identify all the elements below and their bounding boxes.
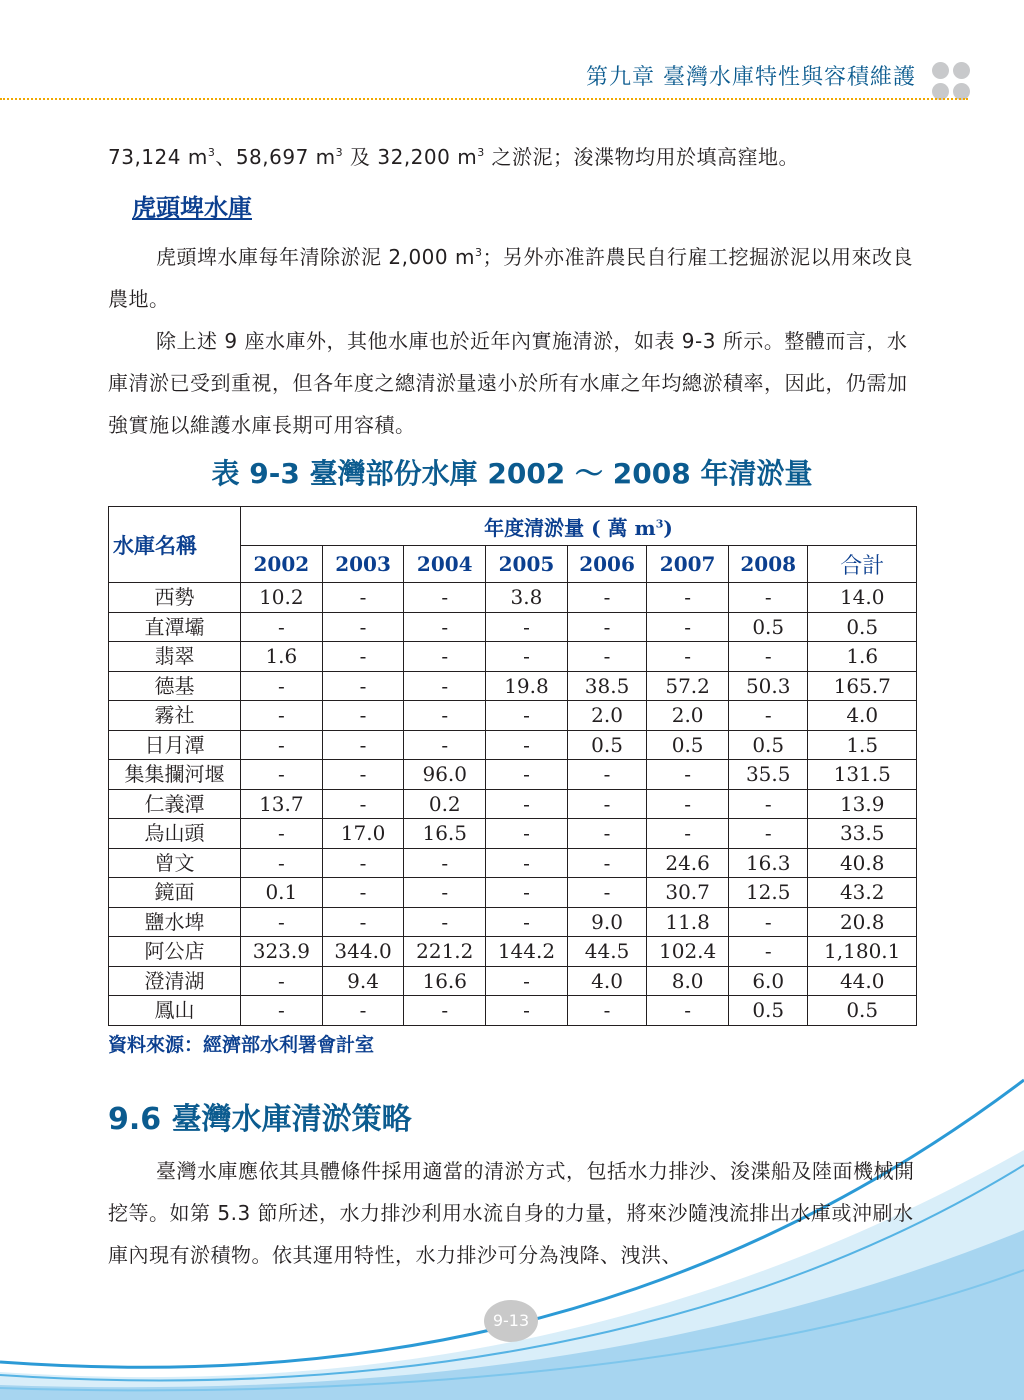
value-cell: 33.5 (808, 819, 917, 849)
value-cell: - (322, 612, 404, 642)
value-cell: 0.5 (728, 996, 807, 1026)
value-cell: - (728, 907, 807, 937)
value-cell: - (322, 671, 404, 701)
value-cell: 221.2 (404, 937, 486, 967)
value-cell: - (241, 848, 323, 878)
value-cell: 3.8 (486, 583, 568, 613)
value-cell: - (322, 642, 404, 672)
table-row (109, 583, 917, 613)
paragraph-other-reservoirs: 除上述 9 座水庫外，其他水庫也於近年內實施清淤，如表 9-3 所示。整體而言，水庫清淤已受到重視，但各年度之總清淤量遠小於所有水庫之年均總淤積率，因此，仍需加強實施以維護水庫長期可用容積。 (108, 329, 908, 437)
value-cell: 0.5 (808, 612, 917, 642)
value-cell: - (404, 671, 486, 701)
value-cell: - (647, 789, 729, 819)
header-divider (0, 98, 968, 100)
value-cell: - (241, 996, 323, 1026)
year-column-header: 2006 (567, 546, 646, 583)
value-cell: 0.5 (808, 996, 917, 1026)
value-cell: - (322, 907, 404, 937)
value-cell: 2.0 (647, 701, 729, 731)
paragraph-strategy: 臺灣水庫應依其具體條件採用適當的清淤方式，包括水力排沙、浚渫船及陸面機械開挖等。如第 5.3 節所述，水力排沙利用水流自身的力量，將來沙隨洩流排出水庫或沖刷水庫內現有淤積物。依其運用特性，水力排沙可分為洩降、洩洪、 (108, 1159, 915, 1267)
value-cell: 17.0 (322, 819, 404, 849)
value-cell: - (567, 583, 646, 613)
reservoir-name-cell: 西勢 (109, 583, 241, 613)
year-column-header: 2005 (486, 546, 568, 583)
table-row (109, 878, 917, 908)
value-cell: - (728, 789, 807, 819)
value-cell: - (322, 583, 404, 613)
value-cell: - (322, 789, 404, 819)
reservoir-name-cell: 德基 (109, 671, 241, 701)
table-row (109, 937, 917, 967)
value-cell: - (567, 996, 646, 1026)
table-row (109, 701, 917, 731)
value-cell: - (486, 996, 568, 1026)
table-row (109, 789, 917, 819)
value-cell: - (322, 730, 404, 760)
value-cell: - (404, 583, 486, 613)
table-row (109, 671, 917, 701)
value-cell: - (322, 878, 404, 908)
value-cell: - (728, 937, 807, 967)
value-cell: 102.4 (647, 937, 729, 967)
value-cell: 50.3 (728, 671, 807, 701)
value-cell: - (728, 819, 807, 849)
reservoir-name-cell: 澄清湖 (109, 966, 241, 996)
annual-dredging-header: 年度清淤量 ( 萬 $m^3$) (241, 507, 917, 546)
reservoir-name-cell: 霧社 (109, 701, 241, 731)
value-cell: 13.9 (808, 789, 917, 819)
value-cell: 40.8 (808, 848, 917, 878)
reservoir-name-cell: 集集攔河堰 (109, 760, 241, 790)
value-cell: - (241, 819, 323, 849)
value-cell: 16.6 (404, 966, 486, 996)
value-cell: 44.0 (808, 966, 917, 996)
table-row (109, 848, 917, 878)
dredging-table (108, 506, 917, 1026)
value-cell: 8.0 (647, 966, 729, 996)
reservoir-name-cell: 日月潭 (109, 730, 241, 760)
reservoir-name-cell: 鹽水埤 (109, 907, 241, 937)
table-row (109, 966, 917, 996)
value-cell: 38.5 (567, 671, 646, 701)
value-cell: 12.5 (728, 878, 807, 908)
reservoir-name-cell: 烏山頭 (109, 819, 241, 849)
value-cell: 9.0 (567, 907, 646, 937)
value-cell: - (241, 730, 323, 760)
value-cell: - (404, 701, 486, 731)
value-cell: 1,180.1 (808, 937, 917, 967)
page-number: 9-13 (484, 1300, 538, 1342)
intro-paragraph: 73,124 $m^3$、58,697 $m^3$ 及 32,200 $m^3$ 之淤泥；浚渫物均用於填高窪地。 (108, 145, 800, 169)
value-cell: - (404, 848, 486, 878)
value-cell: - (404, 612, 486, 642)
value-cell: - (486, 848, 568, 878)
value-cell: - (567, 819, 646, 849)
value-cell: 16.5 (404, 819, 486, 849)
value-cell: - (486, 966, 568, 996)
value-cell: - (567, 878, 646, 908)
value-cell: - (322, 848, 404, 878)
value-cell: 1.6 (241, 642, 323, 672)
value-cell: 323.9 (241, 937, 323, 967)
value-cell: - (647, 760, 729, 790)
value-cell: 16.3 (728, 848, 807, 878)
value-cell: - (241, 907, 323, 937)
table-row (109, 760, 917, 790)
value-cell: 10.2 (241, 583, 323, 613)
value-cell: 165.7 (808, 671, 917, 701)
value-cell: 24.6 (647, 848, 729, 878)
value-cell: - (241, 760, 323, 790)
value-cell: 44.5 (567, 937, 646, 967)
value-cell: - (241, 966, 323, 996)
table-source: 資料來源：經濟部水利署會計室 (108, 1034, 375, 1056)
value-cell: - (567, 760, 646, 790)
reservoir-name-cell: 翡翠 (109, 642, 241, 672)
value-cell: 9.4 (322, 966, 404, 996)
value-cell: - (486, 642, 568, 672)
value-cell: - (486, 612, 568, 642)
value-cell: - (647, 996, 729, 1026)
value-cell: - (486, 819, 568, 849)
value-cell: 2.0 (567, 701, 646, 731)
chapter-title: 第九章 臺灣水庫特性與容積維護 (586, 65, 916, 90)
value-cell: - (404, 730, 486, 760)
value-cell: - (567, 848, 646, 878)
value-cell: - (486, 760, 568, 790)
value-cell: - (322, 760, 404, 790)
reservoir-name-cell: 直潭壩 (109, 612, 241, 642)
value-cell: 4.0 (808, 701, 917, 731)
subsection-title: 虎頭埤水庫 (132, 193, 252, 222)
value-cell: - (647, 819, 729, 849)
value-cell: - (322, 996, 404, 1026)
reservoir-name-cell: 曾文 (109, 848, 241, 878)
value-cell: 20.8 (808, 907, 917, 937)
reservoir-name-cell: 鳳山 (109, 996, 241, 1026)
year-column-header: 2003 (322, 546, 404, 583)
table-row (109, 996, 917, 1026)
value-cell: 0.1 (241, 878, 323, 908)
value-cell: 0.5 (728, 730, 807, 760)
value-cell: - (647, 642, 729, 672)
value-cell: - (404, 642, 486, 672)
year-column-header: 2004 (404, 546, 486, 583)
value-cell: 13.7 (241, 789, 323, 819)
value-cell: - (486, 907, 568, 937)
value-cell: - (728, 642, 807, 672)
value-cell: 19.8 (486, 671, 568, 701)
dots-logo-icon (932, 62, 972, 102)
value-cell: - (647, 612, 729, 642)
value-cell: 1.5 (808, 730, 917, 760)
value-cell: 0.5 (647, 730, 729, 760)
year-column-header: 2002 (241, 546, 323, 583)
value-cell: - (728, 701, 807, 731)
reservoir-name-cell: 仁義潭 (109, 789, 241, 819)
table-row (109, 819, 917, 849)
value-cell: 35.5 (728, 760, 807, 790)
value-cell: - (241, 701, 323, 731)
value-cell: - (486, 701, 568, 731)
value-cell: 344.0 (322, 937, 404, 967)
paragraph-hutoupi: 虎頭埤水庫每年清除淤泥 2,000 $m^3$；另外亦准許農民自行雇工挖掘淤泥以用來改良農地。 (108, 245, 913, 311)
value-cell: 11.8 (647, 907, 729, 937)
table-row (109, 642, 917, 672)
value-cell: - (567, 789, 646, 819)
value-cell: 144.2 (486, 937, 568, 967)
year-column-header: 2008 (728, 546, 807, 583)
value-cell: - (241, 612, 323, 642)
value-cell: - (567, 642, 646, 672)
section-title: 9.6 臺灣水庫清淤策略 (108, 1102, 412, 1137)
table-row (109, 907, 917, 937)
value-cell: 43.2 (808, 878, 917, 908)
table-row (109, 612, 917, 642)
value-cell: - (486, 789, 568, 819)
value-cell: - (728, 583, 807, 613)
value-cell: 0.5 (567, 730, 646, 760)
value-cell: - (486, 730, 568, 760)
total-column-header: 合計 (808, 546, 917, 583)
reservoir-name-cell: 阿公店 (109, 937, 241, 967)
value-cell: 30.7 (647, 878, 729, 908)
value-cell: - (404, 996, 486, 1026)
year-column-header: 2007 (647, 546, 729, 583)
value-cell: - (322, 701, 404, 731)
value-cell: - (241, 671, 323, 701)
value-cell: 0.5 (728, 612, 807, 642)
value-cell: - (404, 878, 486, 908)
value-cell: 4.0 (567, 966, 646, 996)
value-cell: - (647, 583, 729, 613)
value-cell: - (486, 878, 568, 908)
value-cell: 131.5 (808, 760, 917, 790)
table-title: 表 9-3 臺灣部份水庫 2002 ～ 2008 年清淤量 (211, 457, 813, 490)
reservoir-name-header: 水庫名稱 (109, 507, 241, 583)
table-row (109, 730, 917, 760)
value-cell: 0.2 (404, 789, 486, 819)
value-cell: 6.0 (728, 966, 807, 996)
value-cell: 96.0 (404, 760, 486, 790)
value-cell: - (404, 907, 486, 937)
value-cell: 14.0 (808, 583, 917, 613)
reservoir-name-cell: 鏡面 (109, 878, 241, 908)
value-cell: 1.6 (808, 642, 917, 672)
value-cell: - (567, 612, 646, 642)
value-cell: 57.2 (647, 671, 729, 701)
